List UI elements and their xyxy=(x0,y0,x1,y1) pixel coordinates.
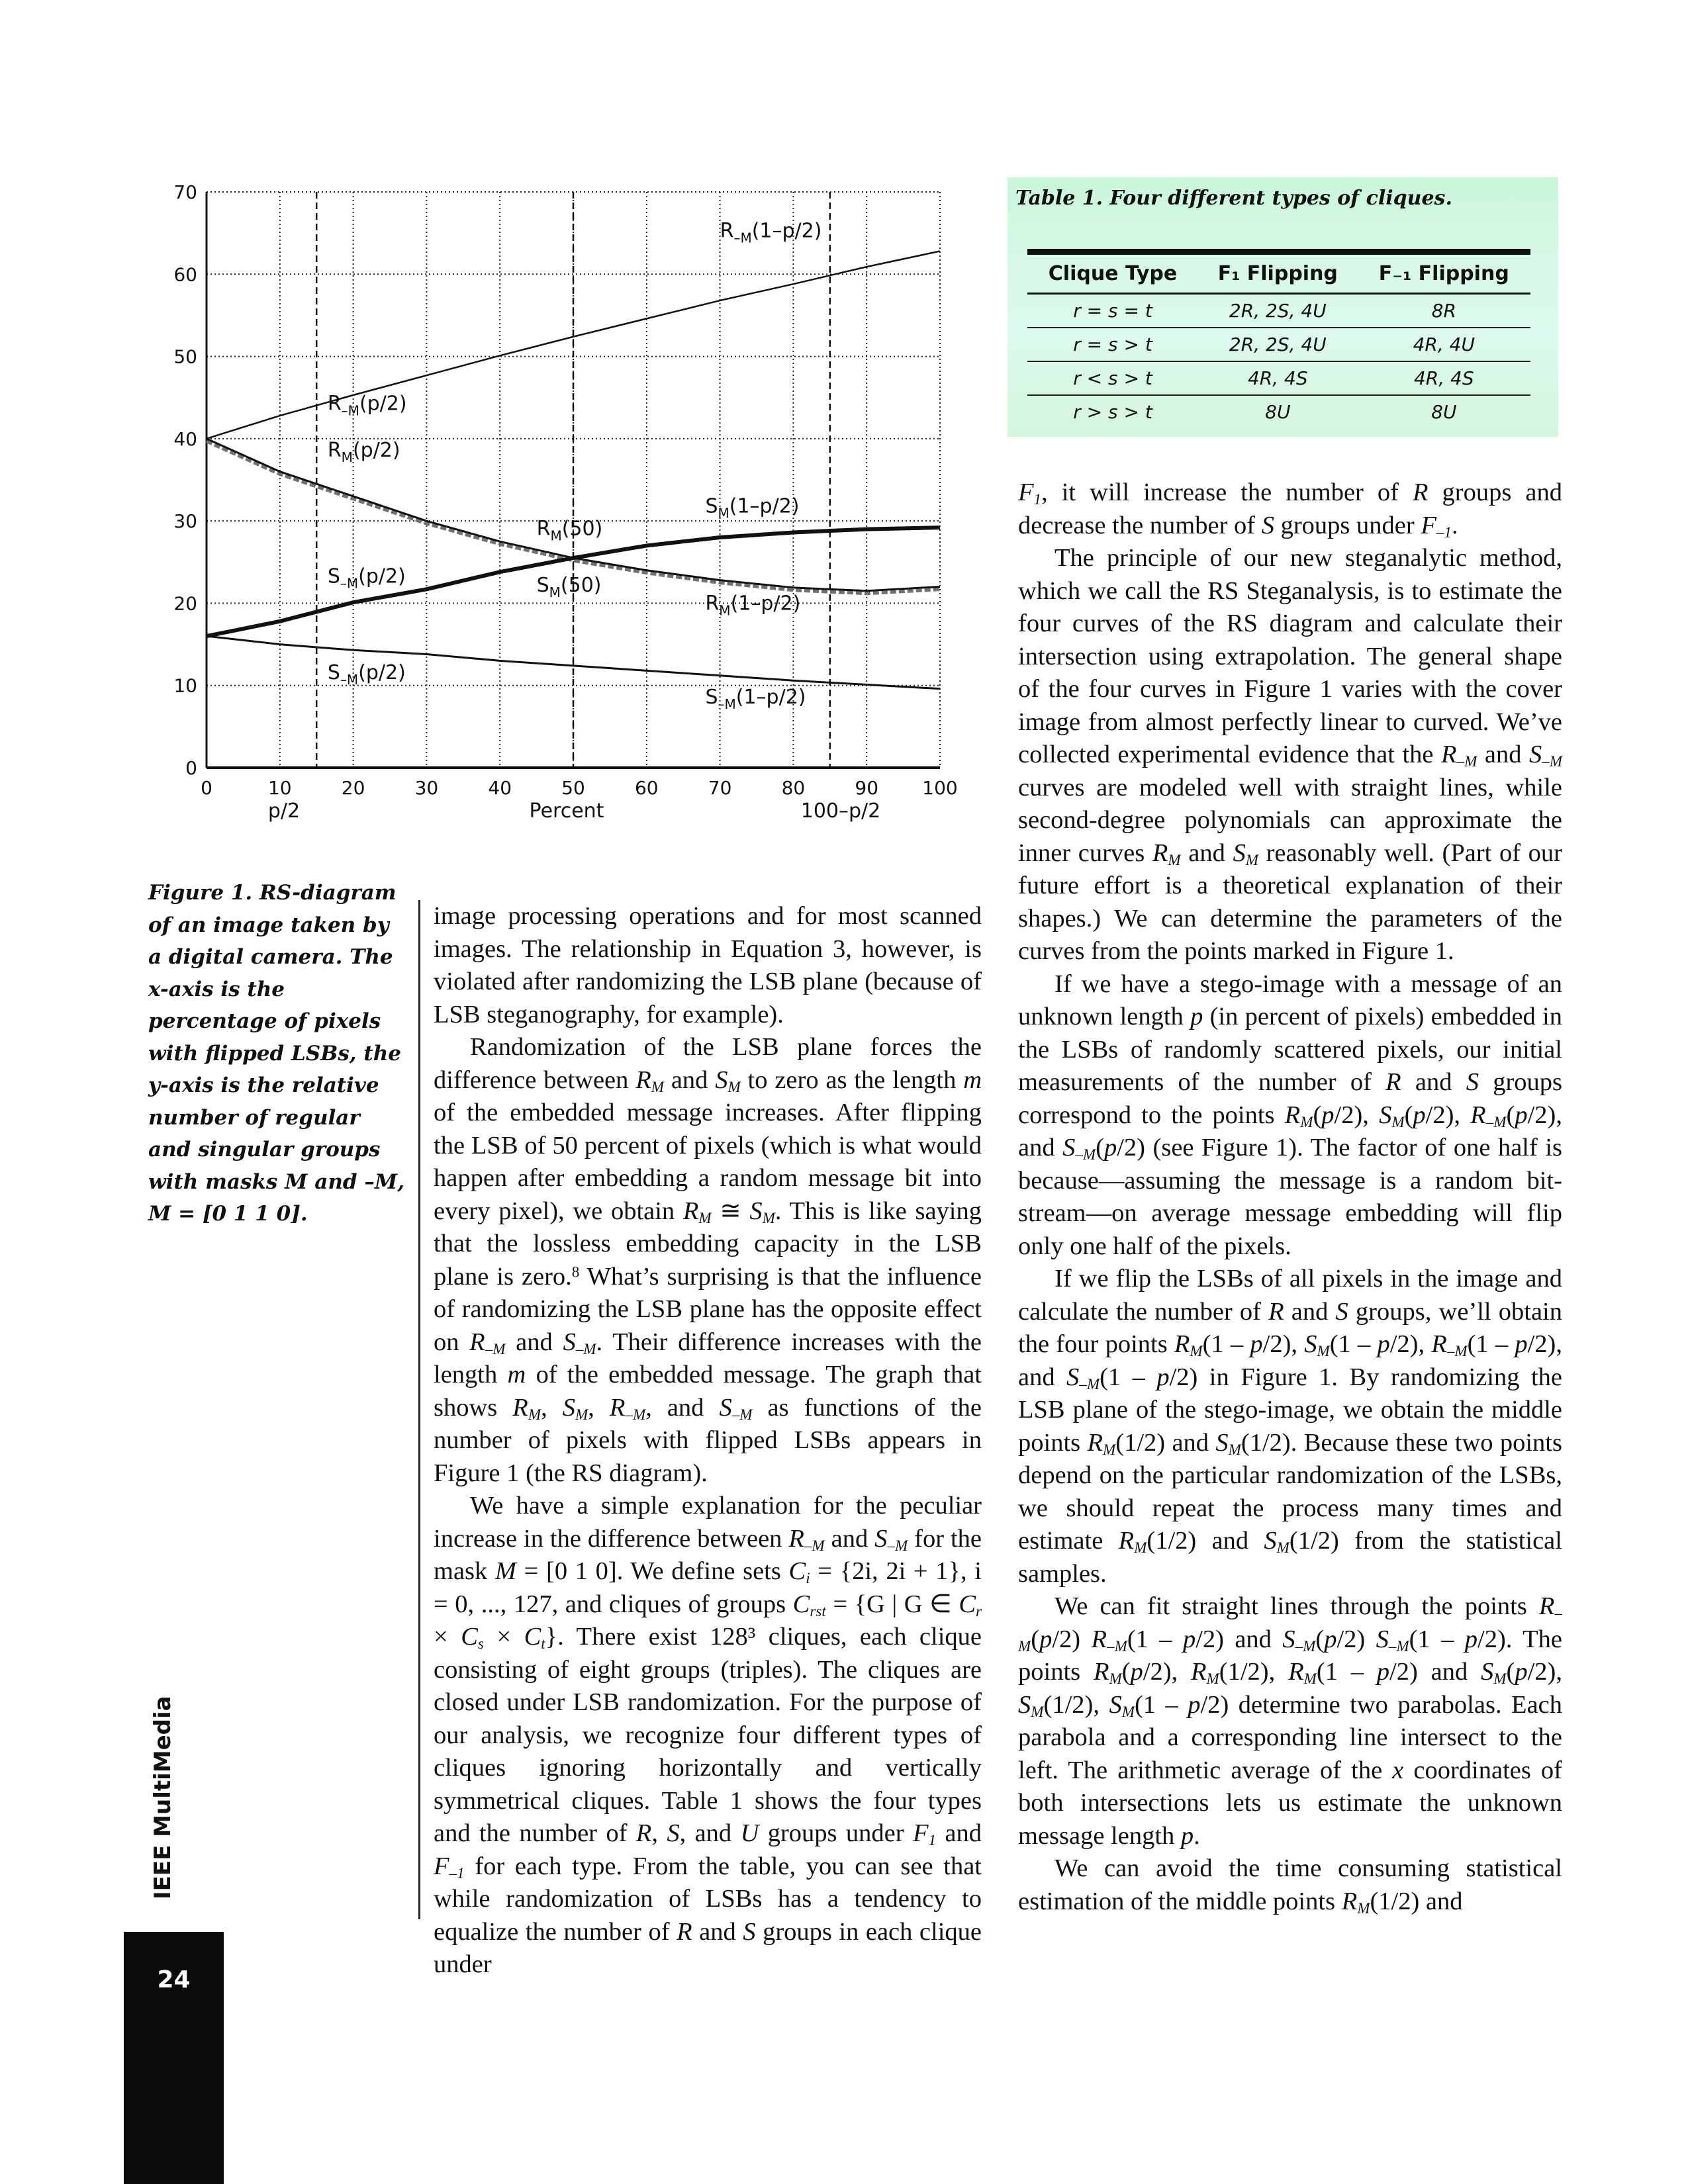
table-title: Table 1. Four different types of cliques. xyxy=(1015,187,1452,210)
svg-text:0: 0 xyxy=(185,757,197,779)
svg-text:40: 40 xyxy=(488,777,512,799)
svg-text:50: 50 xyxy=(561,777,585,799)
svg-text:30: 30 xyxy=(173,510,197,533)
svg-text:S–M(p/2): $S_{-M}(p/2)$ xyxy=(327,565,406,592)
paragraph: If we have a stego-image with a message of an unknown length p (in percent of pixels) embedded in the LSBs of randomly scattered pixels, our initial measurements of the number of R and S groups correspond to the points $R_M(p/2)$, $S_M(p/2)$, $R_{-M}(p/2)$, and $S_{-M}(p/2)$ (see Figure 1). The factor of one half is because—assuming the message is a random bit-stream—on average message embedding will flip only one half of the pixels. xyxy=(1018,970,1562,1260)
x-axis-label-left: p/2 xyxy=(267,799,301,823)
cell-clique-type: r = s = t xyxy=(1027,294,1198,328)
paragraph: We can fit straight lines through the points $R_{-M}(p/2)$ $R_{-M}(1 - p/2)$ and $S_{-M}(p/2)$ $S_{-M}(1 - p/2)$. The points $R_M(p/2)$, $R_M(1/2)$, $R_M(1 - p/2)$ and $S_M(p/2)$, $S_M(1/2)$, $S_M(1 - p/2)$ determine two parabolas. Each parabola and a corresponding line intersect to the left. The arithmetic average of the x coordinates of both intersections lets us estimate the unknown message length p. xyxy=(1018,1592,1562,1850)
svg-text:S–M(1–p/2): $S_{-M}(1-p/2)$ xyxy=(705,686,806,713)
cell-f1: 8U xyxy=(1265,401,1291,423)
rs-diagram-chart xyxy=(132,172,966,834)
table-row xyxy=(1027,361,1530,395)
svg-text:90: 90 xyxy=(855,777,879,799)
table-row xyxy=(1027,294,1530,328)
x-axis-label-right: 100–p/2 xyxy=(800,799,881,823)
svg-text:30: 30 xyxy=(414,777,439,799)
body-column-middle xyxy=(434,900,982,1981)
paragraph: The principle of our new steganalytic method, which we call the RS Steganalysis, is to estimate the four curves of the RS diagram and calculate their intersection using extrapolation. The general shape of the four curves in Figure 1 varies with the cover image from almost perfectly linear to curved. We’ve collected experimental evidence that the $R_{-M}$ and $S_{-M}$ curves are modeled well with straight lines, while second-degree polynomials can approximate the inner curves $R_M$ and $S_M$ reasonably well. (Part of our future effort is a theoretical explanation of their shapes.) We can determine the parameters of the curves from the points marked in Figure 1. xyxy=(1018,544,1562,965)
cell-f-1: 8R xyxy=(1358,294,1530,328)
cell-f1: 2R, 2S, 4U xyxy=(1198,294,1358,328)
svg-text:70: 70 xyxy=(708,777,732,799)
svg-text:100: 100 xyxy=(922,777,958,799)
svg-text:SM(1–p/2): $S_M(1-p/2)$ xyxy=(705,494,800,522)
svg-text:R–M(1–p/2): $R_{-M}(1-p/2)$ xyxy=(720,219,822,246)
cell-f-1: 8U xyxy=(1431,401,1457,423)
paragraph: We can avoid the time consuming statistical estimation of the middle points $R_M(1/2)$ and xyxy=(1018,1854,1562,1917)
cell-clique-type: r > s > t xyxy=(1073,401,1152,423)
page-number: 24 xyxy=(157,1966,191,1993)
svg-text:20: 20 xyxy=(173,592,197,615)
figure-caption: Figure 1. RS-diagram of an image taken by a digital camera. The x-axis is the percentage of pixels with flipped LSBs, the y-axis is the relative number of regular and singular groups with masks M and –M, M = [0 1 1 0]. xyxy=(148,881,404,1226)
chart-canvas xyxy=(132,172,966,834)
cell-f-1: 4R, 4U xyxy=(1358,328,1530,361)
table-row xyxy=(1027,395,1530,428)
paragraph: image processing operations and for most scanned images. The relationship in Equation 3, however, is violated after randomizing the LSB plane (because of LSB steganography, for example). xyxy=(434,902,982,1028)
svg-text:RM(p/2): $R_M(p/2)$ xyxy=(327,439,400,466)
page-number-box xyxy=(124,1932,224,2184)
svg-text:50: 50 xyxy=(173,345,197,368)
curve-labels xyxy=(328,219,822,712)
svg-text:10: 10 xyxy=(267,777,292,799)
svg-text:R–M(p/2): $R_{-M}(p/2)$ xyxy=(327,392,407,419)
table-header-row xyxy=(1027,252,1530,294)
svg-text:70: 70 xyxy=(173,181,197,203)
svg-text:S–M(p/2): $S_{-M}(p/2)$ xyxy=(327,660,406,688)
cell-f1: 2R, 2S, 4U xyxy=(1198,328,1358,361)
svg-text:60: 60 xyxy=(634,777,659,799)
svg-text:40: 40 xyxy=(173,428,197,450)
paragraph: We have a simple explanation for the peculiar increase in the difference between $R_{-M}$ and $S_{-M}$ for the mask M = [0 1 0]. We define sets $C_i = \{2i$, 2i + 1}, i = 0, ..., 127, and cliques of groups $C_{rst} = \{G$ | G ∈ $C_r \times C_s \times C_t$}. There exist 128³ cliques, each clique consisting of eight groups (triples). The cliques are closed under LSB randomization. For the purpose of our analysis, we recognize four different types of cliques ignoring horizontally and vertically symmetrical cliques. Table 1 shows the four types and the number of R, S, and U groups under $F_1$ and $F_{-1}$ for each type. From the table, you can see that while randomization of LSBs has a tendency to equalize the number of R and S groups in each clique under xyxy=(434,1492,982,1978)
tick-labels xyxy=(173,181,957,799)
svg-text:RM(50): $R_M(50)$ xyxy=(536,517,603,544)
svg-text:60: 60 xyxy=(173,263,197,286)
table-1-box xyxy=(1008,177,1558,437)
header-f1-flipping: F₁ Flipping xyxy=(1217,262,1338,285)
x-axis-label-center: Percent xyxy=(529,799,604,823)
cell-clique-type: r = s > t xyxy=(1027,328,1198,361)
cell-f1: 4R, 4S xyxy=(1198,361,1358,395)
svg-text:SM(50): $S_M(50)$ xyxy=(536,574,602,601)
body-column-right xyxy=(1018,477,1562,1918)
svg-text:0: 0 xyxy=(201,777,212,799)
paragraph: If we flip the LSBs of all pixels in the image and calculate the number of R and S groups, we’ll obtain the four points $R_M(1 - p/2)$, $S_M(1 - p/2)$, $R_{-M}(1 - p/2)$, and $S_{-M}(1 - p/2)$ in Figure 1. By randomizing the LSB plane of the stego-image, we obtain the middle points $R_M(1/2)$ and $S_M(1/2)$. Because these two points depend on the particular randomization of the LSBs, we should repeat the process many times and estimate $R_M(1/2)$ and $S_M(1/2)$ from the statistical samples. xyxy=(1018,1265,1562,1588)
paragraph: Randomization of the LSB plane forces the difference between $R_M$ and $S_M$ to zero as the length m of the embedded message increases. After flipping the LSB of 50 percent of pixels (which is what would happen after embedding a random message bit into every pixel), we obtain $R_M$ ≅ $S_M$. This is like saying that the lossless embedding capacity in the LSB plane is zero.$^8$ What’s surprising is that the influence of randomizing the LSB plane has the opposite effect on $R_{-M}$ and $S_{-M}$. Their difference increases with the length m of the embedded message. The graph that shows $R_M$, $S_M$, $R_{-M}$, and $S_{-M}$ as functions of the number of pixels with flipped LSBs appears in Figure 1 (the RS diagram). xyxy=(434,1033,982,1487)
column-divider xyxy=(418,900,420,1919)
header-f-1-flipping: F₋₁ Flipping xyxy=(1378,262,1509,285)
journal-title: IEEE MultiMedia xyxy=(150,1696,176,1899)
svg-text:10: 10 xyxy=(173,674,197,697)
svg-text:RM(1–p/2): $R_M(1-p/2)$ xyxy=(705,592,801,619)
cell-clique-type: r < s > t xyxy=(1027,361,1198,395)
svg-text:20: 20 xyxy=(341,777,365,799)
header-clique-type: Clique Type xyxy=(1048,262,1178,285)
paragraph: $F_1$, it will increase the number of R groups and decrease the number of S groups under $F_{-1}$. xyxy=(1018,478,1562,541)
clique-table xyxy=(1027,249,1530,428)
svg-text:80: 80 xyxy=(781,777,806,799)
cell-f-1: 4R, 4S xyxy=(1358,361,1530,395)
table-row xyxy=(1027,328,1530,361)
